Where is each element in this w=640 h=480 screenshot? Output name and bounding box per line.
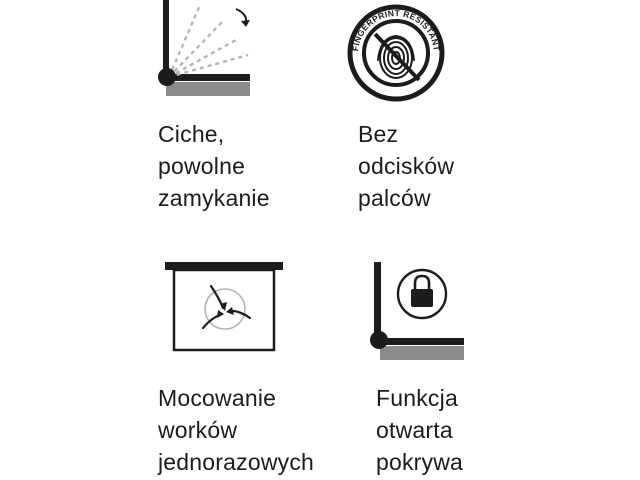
fingerprint-resistant-icon — [338, 0, 454, 102]
feature-label: Bez odcisków palców — [358, 121, 455, 211]
feature-label: Funkcja otwarta pokrywa — [376, 385, 464, 475]
feature-label: Ciche, powolne zamykanie — [158, 121, 270, 211]
soft-close-hinge-icon — [150, 0, 260, 100]
open-lid-lock-icon — [364, 258, 474, 366]
badge-text: FINGERPRINT RESISTANT — [350, 7, 442, 52]
bag-mount-icon — [165, 258, 285, 358]
feature-label: Mocowanie worków jednorazowych — [158, 385, 315, 475]
